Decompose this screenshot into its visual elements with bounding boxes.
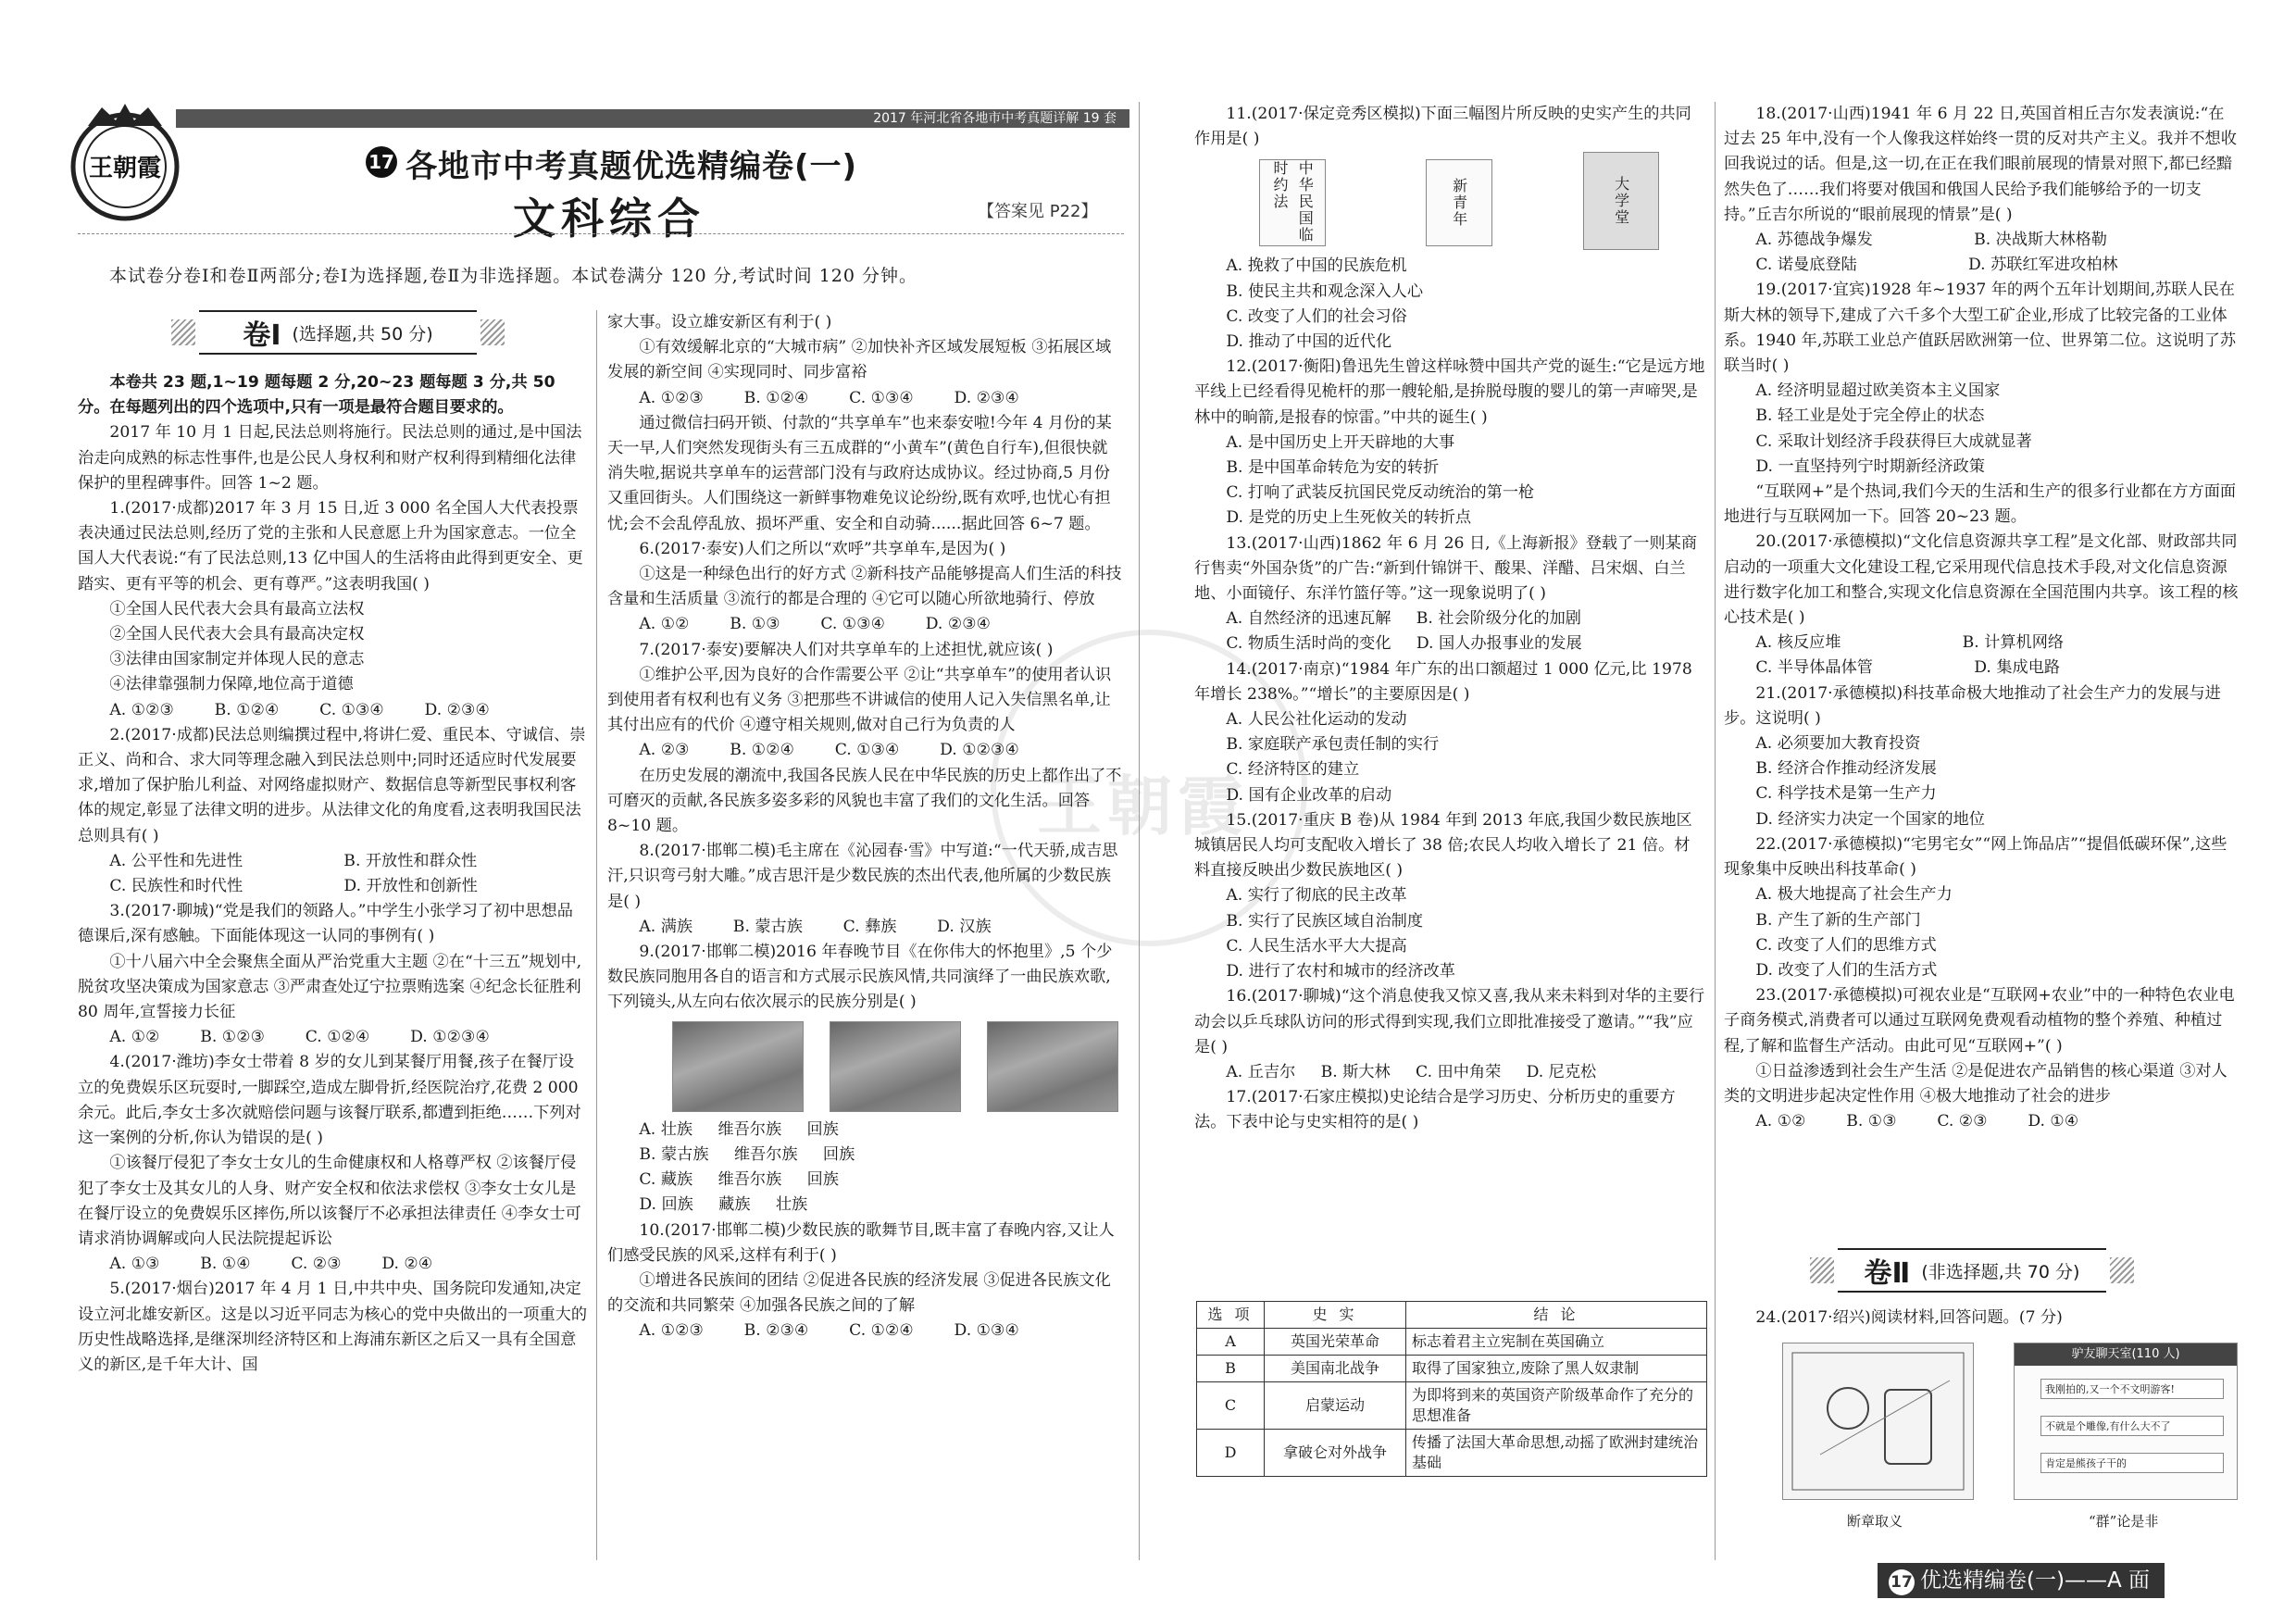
exam-intro: 本试卷分卷Ⅰ和卷Ⅱ两部分;卷Ⅰ为选择题,卷Ⅱ为非选择题。本试卷满分 120 分,考试时间 120 分钟。 [109, 266, 918, 286]
svg-text:王朝霞: 王朝霞 [88, 155, 162, 182]
answer-options: A. 丘吉尔 B. 斯大林 C. 田中角荣 D. 尼克松 [1226, 1062, 1597, 1081]
answer-options: A. ①② B. ①②③ C. ①②④ D. ①②③④ [109, 1028, 490, 1047]
table-cell: C [1197, 1382, 1265, 1430]
image-provisional-constitution: 中华民国临时约法 [1259, 159, 1326, 246]
answer-option-a: A. 壮族 维吾尔族 回族 [639, 1119, 839, 1139]
section-2-subtitle: (非选择题,共 70 分) [1921, 1261, 2080, 1282]
statements: ①日益渗透到社会生产生活 ②是促进农产品销售的核心渠道 ③对人类的文明进步起决定性作用 ④极大地推动了社会的进步 [1724, 1061, 2227, 1106]
table-header: 选 项 [1197, 1302, 1265, 1329]
table-cell: A [1197, 1329, 1265, 1356]
answer-option-a: A. 挽救了中国的民族危机 [1226, 256, 1407, 276]
statement: ④法律靠强制力保障,地位高于道德 [109, 675, 354, 694]
paper-number-badge: 17 [366, 146, 397, 178]
question-12: 12.(2017·衡阳)鲁迅先生曾这样咏赞中国共产党的诞生:“它是远方地平线上已经看得见桅杆的那一艘轮船,是拚脱母腹的婴儿的第一声啼哭,是林中的晌箭,是报春的惊雷。”中共的诞生( ) [1194, 357, 1705, 427]
top-banner: 2017 年河北省各地市中考真题详解 19 套 [176, 109, 1129, 128]
answer-option-b: B. 轻工业是处于完全停止的状态 [1755, 406, 1985, 426]
subject-title: 文科综合 [513, 194, 705, 244]
answer-option-d: D. 是党的历史上生死攸关的转折点 [1226, 508, 1472, 528]
answer-option-a: A. 实行了彻底的民主改革 [1226, 886, 1407, 906]
table-cell: 英国光荣革命 [1265, 1329, 1406, 1356]
question-9: 9.(2017·邯郸二模)2016 年春晚节目《在你伟大的怀抱里》,5 个少数民族同胞用各自的语言和方式展示民族风情,共同演绎了一曲民族欢歌,下列镜头,从左向右依次展示的民族分别是( ) [607, 943, 1113, 1012]
question-2: 2.(2017·成都)民法总则编撰过程中,将讲仁爱、重民本、守诚信、崇正义、尚和合、求大同等理念融入到民法总则中;同时还适应时代发展要求,增加了保护胎儿利益、对网络虚拟财产、数据信息等新型民事权利客体的规定,彰显了法律文明的进步。从法律文化的角度看,这表明我国民法总则具有( ) [78, 725, 586, 845]
history-images [1194, 152, 1705, 254]
answer-options: A. 满族 B. 蒙古族 C. 彝族 D. 汉族 [639, 917, 992, 936]
section-instructions: 本卷共 23 题,1~19 题每题 2 分,20~23 题每题 3 分,共 50 分。在每题列出的四个选项中,只有一项是最符合题目要求的。 [78, 373, 555, 418]
answer-options: A. ①②③ B. ①②④ C. ①③④ D. ②③④ [109, 700, 490, 719]
page-footer [1878, 1563, 2165, 1598]
statements: ①有效缓解北京的“大城市病” ②加快补齐区域发展短板 ③拓展区域发展的新空间 ④实现同时、同步富裕 [607, 338, 1112, 382]
answer-options: A. ①② B. ①③ C. ②③ D. ①④ [1755, 1112, 2079, 1131]
answer-option-d: D. 回族 藏族 壮族 [639, 1195, 808, 1215]
photo-dancers-1 [672, 1021, 804, 1112]
statement: ①全国人民代表大会具有最高立法权 [109, 599, 365, 619]
answer-option-a: A. 是中国历史上开天辟地的大事 [1226, 432, 1455, 452]
table-cell: 为即将到来的英国资产阶级革命作了充分的思想准备 [1406, 1382, 1707, 1430]
table-cell: 标志着君主立宪制在英国确立 [1406, 1329, 1707, 1356]
question-1: 1.(2017·成都)2017 年 3 月 15 日,近 3 000 名全国人大代表投票表决通过民法总则,经历了党的主张和人民意愿上升为国家意志。一位全国人大代表说:“有了民法总则,13 亿中国人的生活将由此得到更安全、更踏实、更有平等的机会、更有尊严。”这表明我国( ) [78, 499, 583, 594]
answer-options: C. 诺曼底登陆 D. 苏联红军进攻柏林 [1755, 256, 2118, 275]
statements: ①十八届六中全会聚焦全面从严治党重大主题 ②在“十三五”规划中,脱贫攻坚决策成为国家意志 ③严肃查处辽宁拉票贿选案 ④纪念长征胜利 80 周年,宣誓接力长征 [78, 952, 582, 1022]
column-divider [1139, 102, 1140, 1560]
chat-message: 不就是个雕像,有什么大不了 [2040, 1416, 2224, 1436]
answer-option-c: C. 藏族 维吾尔族 回族 [639, 1170, 839, 1190]
question-5-cont: 家大事。设立雄安新区有利于( ) [607, 313, 832, 331]
passage: 2017 年 10 月 1 日起,民法总则将施行。民法总则的通过,是中国法治走向成熟的标志性事件,也是公民人身权利和财产权利得到精细化法律保护的里程碑事件。回答 1~2 题。 [78, 423, 582, 493]
answer-options: A. 公平性和先进性 B. 开放性和群众性 [109, 851, 478, 870]
question-11: 11.(2017·保定竞秀区模拟)下面三幅图片所反映的史实产生的共同作用是( ) [1194, 105, 1691, 149]
history-table [1196, 1301, 1707, 1477]
image-new-youth-magazine: 新青年 [1426, 159, 1492, 246]
column-divider [1715, 102, 1716, 1560]
question-5: 5.(2017·烟台)2017 年 4 月 1 日,中共中央、国务院印发通知,决定设立河北雄安新区。这是以习近平同志为核心的党中央做出的一项重大的历史性战略选择,是继深圳经济特区和上海浦东新区之后又一具有全国意义的新区,是千年大计、国 [78, 1280, 588, 1374]
table-cell: 启蒙运动 [1265, 1382, 1406, 1430]
cartoon-caption: “群”论是非 [2089, 1513, 2159, 1530]
answer-option-c: C. 打响了武装反抗国民党反动统治的第一枪 [1226, 483, 1535, 503]
answer-option-c: C. 采取计划经济手段获得巨大成就显著 [1755, 431, 2032, 451]
exam-title: 各地市中考真题优选精编卷(一) [406, 148, 858, 185]
statements: ①增进各民族间的团结 ②促进各民族的经济发展 ③促进各民族文化的交流和共同繁荣 ④加强各民族之间的了解 [607, 1270, 1111, 1316]
chat-message: 肯定是熊孩子干的 [2040, 1453, 2224, 1473]
question-22: 22.(2017·承德模拟)“宅男宅女”“网上饰品店”“提倡低碳环保”,这些现象集中反映出科技革命( ) [1724, 834, 2227, 880]
table-cell: 取得了国家独立,废除了黑人奴隶制 [1406, 1356, 1707, 1382]
watermark-text: 王朝霞 [1037, 768, 1248, 844]
column-1 [78, 370, 589, 1378]
question-14: 14.(2017·南京)“1984 年广东的出口额超过 1 000 亿元,比 1978 年增长 238%。”“增长”的主要原因是( ) [1194, 659, 1692, 704]
statements: ①该餐厅侵犯了李女士女儿的生命健康权和人格尊严权 ②该餐厅侵犯了李女士及其女儿的人身、财产安全权和依法求偿权 ③李女士女儿是在餐厅设立的免费娱乐区摔伤,所以该餐厅不必承担法律责任 ④李女士可请求消协调解或向人民法院提起诉讼 [78, 1154, 581, 1248]
answer-options: C. 物质生活时尚的变化 D. 国人办报事业的发展 [1226, 634, 1582, 654]
section-2-banner [1838, 1248, 2106, 1293]
answer-option-d: D. 改变了人们的生活方式 [1755, 960, 1938, 980]
cartoon-taking-photo [1782, 1343, 1974, 1500]
question-16: 16.(2017·聊城)“这个消息使我又惊又喜,我从来未料到对华的主要行动会以乒乓球队访问的形式得到实现,我们立即批准接受了邀请。”“我”应是( ) [1194, 987, 1705, 1056]
table-cell: D [1197, 1430, 1265, 1477]
question-21: 21.(2017·承德模拟)科技革命极大地推动了社会生产力的发展与进步。这说明( ) [1724, 683, 2221, 728]
column-divider [596, 310, 597, 1560]
answer-options: A. 核反应堆 B. 计算机网络 [1755, 633, 2065, 653]
answer-options: A. ①②③ B. ①②④ C. ①③④ D. ②③④ [639, 388, 1019, 407]
footer-label: 优选精编卷(一)——A 面 [1920, 1568, 2150, 1593]
answer-option-b: B. 实行了民族区域自治制度 [1226, 911, 1424, 931]
photo-row [607, 1016, 1122, 1118]
statements: ①维护公平,因为良好的合作需要公平 ②让“共享单车”的使用者认识到使用者有权利也有义务 ③把那些不讲诚信的使用人记入失信黑名单,让其付出应有的代价 ④遵守相关规则,做对自己行为负责的人 [607, 665, 1112, 735]
answer-options: C. 半导体晶体管 D. 集成电路 [1755, 658, 2061, 678]
answer-option-a: A. 经济明显超过欧美资本主义国家 [1755, 381, 2001, 401]
answer-option-a: A. 必须要加大教育投资 [1755, 734, 1921, 754]
answer-option-b: B. 是中国革命转危为安的转折 [1226, 458, 1440, 478]
table-row [1197, 1329, 1707, 1356]
question-17: 17.(2017·石家庄模拟)史论结合是学习历史、分析历史的重要方法。下表中论与史实相符的是( ) [1194, 1088, 1676, 1132]
passage: 通过微信扫码开锁、付款的“共享单车”也来泰安啦!今年 4 月份的某天一早,人们突然发现街头有三五成群的“小黄车”(黄色自行车),但很快就消失啦,据说共享单车的运营部门没有与政府达成协议。经过协商,5 月份又重回街头。人们围绕这一新鲜事物难免议论纷纷,既有欢呼,也忧心有担忧;会不会乱停乱放、损坏严重、安全和自动骑......据此回答 6~7 题。 [607, 413, 1112, 533]
photo-dancers-3 [987, 1021, 1118, 1112]
answer-options: A. ①②③ B. ②③④ C. ①②④ D. ①③④ [639, 1321, 1019, 1341]
publisher-logo [65, 100, 185, 225]
question-7: 7.(2017·泰安)要解决人们对共享单车的上述担忧,就应该( ) [639, 640, 1054, 659]
section-1-title: 卷Ⅰ [243, 319, 281, 352]
table-cell: B [1197, 1356, 1265, 1382]
chat-message: 我刚拍的,又一个不文明游客! [2040, 1379, 2224, 1399]
column-3 [1194, 102, 1705, 1136]
table-cell: 美国南北战争 [1265, 1356, 1406, 1382]
answer-option-a: A. 极大地提高了社会生产力 [1755, 885, 1953, 905]
answer-option-b: B. 产生了新的生产部门 [1755, 910, 1921, 930]
answer-reference: 【答案见 P22】 [978, 202, 1098, 221]
table-row [1197, 1382, 1707, 1430]
answer-options: A. ①③ B. ①④ C. ②③ D. ②④ [109, 1255, 433, 1274]
answer-options: A. 苏德战争爆发 B. 决战斯大林格勒 [1755, 231, 2107, 250]
question-6: 6.(2017·泰安)人们之所以“欢呼”共享单车,是因为( ) [639, 539, 1006, 558]
question-19: 19.(2017·宜宾)1928 年~1937 年的两个五年计划期间,苏联人民在斯大林的领导下,建成了六千多个大型工矿企业,形成了比较完备的工业体系。1940 年,苏联工业总产值跃居欧洲第一位、世界第二位。这说明了苏联当时( ) [1724, 281, 2237, 376]
answer-option-b: B. 家庭联产承包责任制的实行 [1226, 735, 1440, 755]
header-divider [78, 233, 1124, 234]
answer-options: A. 自然经济的迅速瓦解 B. 社会阶级分化的加剧 [1226, 609, 1581, 629]
answer-option-b: B. 经济合作推动经济发展 [1755, 759, 1937, 779]
answer-options: C. 民族性和时代性 D. 开放性和创新性 [109, 877, 478, 896]
answer-option-c: C. 改变了人们的社会习俗 [1226, 306, 1407, 326]
passage: “互联网+”是个热词,我们今天的生活和生产的很多行业都在方方面面地进行与互联网加一下。回答 20~23 题。 [1724, 482, 2237, 527]
table-cell: 拿破仑对外战争 [1265, 1430, 1406, 1477]
footer-number: 17 [1889, 1569, 1915, 1595]
question-4: 4.(2017·潍坊)李女士带着 8 岁的女儿到某餐厅用餐,孩子在餐厅设立的免费娱乐区玩耍时,一脚踩空,造成左脚骨折,经医院治疗,花费 2 000 余元。此后,李女士多次就赔偿问题与该餐厅联系,都遭到拒绝……下列对这一案例的分析,你认为错误的是( ) [78, 1053, 581, 1148]
answer-option-d: D. 经济实力决定一个国家的地位 [1755, 809, 1985, 829]
question-3: 3.(2017·聊城)“党是我们的领路人。”中学生小张学习了初中思想品德课后,深有感触。下面能体现这一认同的事例有( ) [78, 902, 573, 946]
statement: ②全国人民代表大会具有最高决定权 [109, 625, 365, 644]
answer-option-d: D. 一直坚持列宁时期新经济政策 [1755, 456, 1985, 476]
answer-option-d: D. 国有企业改革的启动 [1226, 785, 1392, 805]
table-cell: 传播了法国大革命思想,动摇了欧洲封建统治基础 [1406, 1430, 1707, 1477]
table-row [1197, 1430, 1707, 1477]
statement: ③法律由国家制定并体现人民的意志 [109, 650, 365, 669]
question-24: 24.(2017·绍兴)阅读材料,回答问题。(7 分) [1755, 1308, 2063, 1327]
statements: ①这是一种绿色出行的好方式 ②新科技产品能够提高人们生活的科技含量和生活质量 ③流行的都是合理的 ④它可以随心所欲地骑行、停放 [607, 565, 1122, 609]
question-8: 8.(2017·邯郸二模)毛主席在《沁园春·雪》中写道:“一代天骄,成吉思汗,只识弯弓射大雕。”成吉思汗是少数民族的杰出代表,他所属的少数民族是( ) [607, 842, 1118, 911]
question-13: 13.(2017·山西)1862 年 6 月 26 日,《上海新报》登载了一则某商行售卖“外国杂货”的广告:“新到什锦饼干、酸果、洋醋、吕宋烟、白兰地、小面镜仔、东洋竹篮仔等。”这一现象说明了( ) [1194, 533, 1698, 604]
table-row [1197, 1356, 1707, 1382]
passage: 在历史发展的潮流中,我国各民族人民在中华民族的历史上都作出了不可磨灭的贡献,各民族多姿多彩的风貌也丰富了我们的文化生活。回答 8~10 题。 [607, 766, 1122, 836]
column-4 [1724, 102, 2239, 1134]
chat-title: 驴友聊天室(110 人) [2015, 1343, 2237, 1366]
question-18: 18.(2017·山西)1941 年 6 月 22 日,英国首相丘吉尔发表演说:“在过去 25 年中,没有一个人像我这样始终一贯的反对共产主义。我并不想收回我说过的话。但是,这一切,在正在我们眼前展现的情景对照下,都已经黯然失色了……我们将要对俄国和俄国人民给予我们能够给予的一切支持。”丘吉尔所说的“眼前展现的情景”是( ) [1724, 105, 2237, 224]
column-2 [607, 310, 1122, 1344]
answer-option-d: D. 推动了中国的近代化 [1226, 332, 1392, 352]
cartoon-chat-group [2014, 1343, 2238, 1500]
question-10: 10.(2017·邯郸二模)少数民族的歌舞节目,既丰富了春晚内容,又让人们感受民族的风采,这样有利于( ) [607, 1220, 1115, 1265]
question-15: 15.(2017·重庆 B 卷)从 1984 年到 2013 年底,我国少数民族地区城镇居民人均可支配收入增长了 38 倍;农民人均收入增长了 21 倍。材料直接反映出少数民族地区( ) [1194, 810, 1692, 881]
answer-option-c: C. 经济特区的建立 [1226, 760, 1360, 780]
answer-option-a: A. 人民公社化运动的发动 [1226, 710, 1407, 730]
answer-option-b: B. 使民主共和观念深入人心 [1226, 281, 1424, 301]
cartoon-drawing-icon [1783, 1343, 1973, 1499]
section-1-subtitle: (选择题,共 50 分) [292, 323, 433, 344]
cartoon-caption: 断章取义 [1847, 1513, 1903, 1530]
question-20: 20.(2017·承德模拟)“文化信息资源共享工程”是文化部、财政部共同启动的一项重大文化建设工程,它采用现代信息技术手段,对文化信息资源进行数字化加工和整合,实现文化信息资源在全国范围内共享。该工程的核心技术是( ) [1724, 532, 2239, 628]
table-header: 史 实 [1265, 1302, 1406, 1329]
question-23: 23.(2017·承德模拟)可视农业是“互联网+农业”中的一种特色农业电子商务模式,消费者可以通过互联网免费观看动植物的整个养殖、种植过程,了解和监督生产活动。由此可见“互联网+”( ) [1724, 986, 2235, 1056]
answer-option-b: B. 蒙古族 维吾尔族 回族 [639, 1144, 855, 1164]
section-2-title: 卷Ⅱ [1864, 1257, 1911, 1290]
table-header: 结 论 [1406, 1302, 1707, 1329]
image-imperial-university-plaque: 大学堂 [1583, 152, 1659, 250]
photo-dancers-2 [830, 1021, 961, 1112]
answer-option-c: C. 改变了人们的思维方式 [1755, 935, 1937, 955]
answer-option-c: C. 人民生活水平大大提高 [1226, 936, 1407, 956]
answer-option-c: C. 科学技术是第一生产力 [1755, 784, 1937, 804]
answer-options: A. ②③ B. ①②④ C. ①③④ D. ①②③④ [639, 741, 1019, 760]
answer-options: A. ①② B. ①③ C. ①③④ D. ②③④ [639, 615, 992, 634]
question-24-block [1724, 1306, 2239, 1331]
answer-option-d: D. 进行了农村和城市的经济改革 [1226, 962, 1455, 981]
section-1-banner [199, 310, 477, 355]
